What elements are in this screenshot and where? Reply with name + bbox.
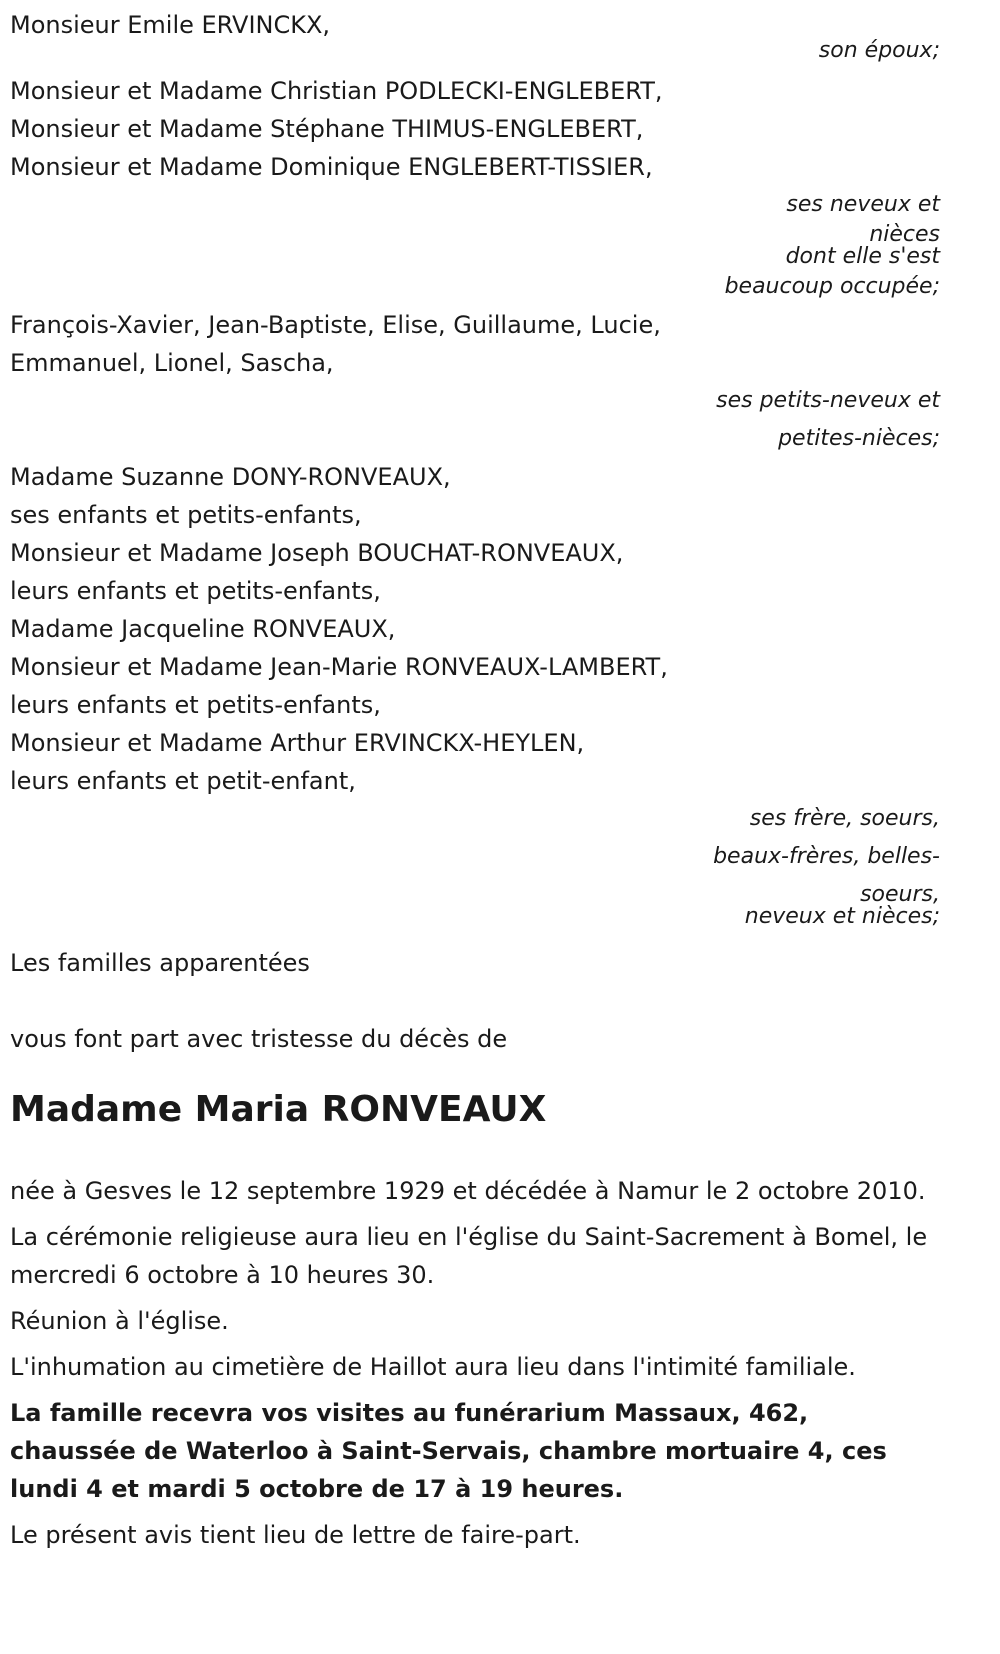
ceremony-text: La cérémonie religieuse aura lieu en l'église du Saint-Sacrement à Bomel, le mercredi 6 octobre à 10 heures 30.	[10, 1223, 928, 1289]
family-line: Monsieur Emile ERVINCKX,	[10, 11, 331, 39]
role-label: dont elle s'est	[785, 244, 940, 269]
role-label: petites-nièces;	[778, 426, 940, 451]
role-label: beaucoup occupée;	[724, 274, 940, 299]
deceased-name: Madame Maria RONVEAUX	[10, 1089, 547, 1130]
nephews-block	[10, 72, 940, 306]
siblings-block	[10, 458, 940, 928]
family-line: leurs enfants et petit-enfant,	[10, 767, 356, 795]
family-line: Monsieur et Madame Christian PODLECKI-ENGLEBERT,	[10, 77, 663, 105]
burial-text: L'inhumation au cimetière de Haillot aura lieu dans l'intimité familiale.	[10, 1353, 856, 1381]
role-label: son époux;	[818, 38, 940, 63]
birth-death-text: née à Gesves le 12 septembre 1929 et décédée à Namur le 2 octobre 2010.	[10, 1177, 926, 1205]
reunion-text: Réunion à l'église.	[10, 1307, 229, 1335]
family-line: Monsieur et Madame Arthur ERVINCKX-HEYLEN,	[10, 729, 585, 757]
family-line: leurs enfants et petits-enfants,	[10, 691, 381, 719]
role-label: ses neveux et	[786, 192, 940, 217]
family-line: Monsieur et Madame Joseph BOUCHAT-RONVEAUX,	[10, 539, 624, 567]
notice-text: Le présent avis tient lieu de lettre de faire-part.	[10, 1521, 581, 1549]
family-line: Emmanuel, Lionel, Sascha,	[10, 349, 334, 377]
role-label: beaux-frères, belles-	[713, 844, 940, 869]
role-label: ses frère, soeurs,	[749, 806, 940, 831]
family-line: Madame Suzanne DONY-RONVEAUX,	[10, 463, 451, 491]
family-line: Monsieur et Madame Dominique ENGLEBERT-TISSIER,	[10, 153, 653, 181]
family-line: Monsieur et Madame Stéphane THIMUS-ENGLEBERT,	[10, 115, 644, 143]
family-line: leurs enfants et petits-enfants,	[10, 577, 381, 605]
family-line: ses enfants et petits-enfants,	[10, 501, 362, 529]
role-label: neveux et nièces;	[744, 904, 940, 929]
grand-nephews-block	[10, 306, 940, 458]
death-notice	[10, 0, 940, 1562]
related-families: Les familles apparentées	[10, 949, 310, 977]
visits-text: La famille recevra vos visites au funérarium Massaux, 462, chaussée de Waterloo à Saint-Servais, chambre mortuaire 4, ces lundi 4 et mardi 5 octobre de 17 à 19 heures.	[10, 1399, 887, 1503]
announcement-text: vous font part avec tristesse du décès de	[10, 1025, 508, 1053]
family-line: Monsieur et Madame Jean-Marie RONVEAUX-LAMBERT,	[10, 653, 668, 681]
family-line: Madame Jacqueline RONVEAUX,	[10, 615, 396, 643]
role-label: soeurs,	[860, 882, 940, 907]
role-label: nièces	[869, 222, 940, 247]
role-label: ses petits-neveux et	[716, 388, 940, 413]
family-line: François-Xavier, Jean-Baptiste, Elise, Guillaume, Lucie,	[10, 311, 661, 339]
